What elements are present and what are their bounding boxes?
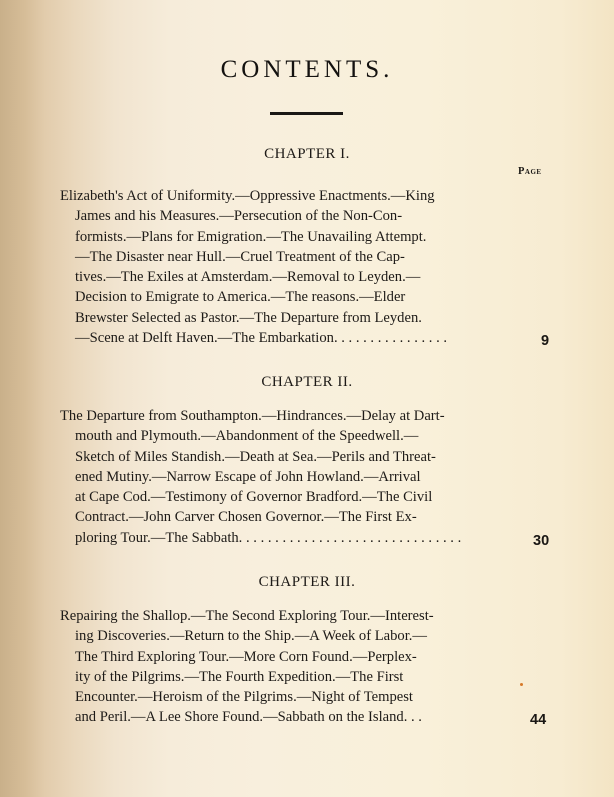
paper-stain <box>520 683 523 686</box>
page-number-chapter-1: 9 <box>541 333 550 349</box>
chapter-3-summary <box>60 606 522 728</box>
chapter-heading-1: CHAPTER I. <box>264 146 350 162</box>
page-column-label: Page <box>518 166 542 177</box>
summary-line: ened Mutiny.—Narrow Escape of John Howland.—Arrival <box>75 468 421 485</box>
page-title: CONTENTS. <box>220 56 394 83</box>
summary-line: The Departure from Southampton.—Hindrances.—Delay at Dart- <box>60 408 445 424</box>
summary-line: ity of the Pilgrims.—The Fourth Expedition.—The First <box>75 668 404 685</box>
summary-line: James and his Measures.—Persecution of the Non-Con- <box>75 208 403 225</box>
summary-line: The Third Exploring Tour.—More Corn Found.—Perplex- <box>75 648 417 665</box>
summary-line: Encounter.—Heroism of the Pilgrims.—Night of Tempest <box>75 689 413 706</box>
summary-line: and Peril.—A Lee Shore Found.—Sabbath on the Island. . . <box>75 709 422 726</box>
page-number-chapter-3: 44 <box>530 712 547 728</box>
summary-line: Sketch of Miles Standish.—Death at Sea.—Perils and Threat- <box>75 448 436 465</box>
summary-line: mouth and Plymouth.—Abandonment of the Speedwell.— <box>75 428 419 445</box>
summary-line: Brewster Selected as Pastor.—The Departure from Leyden. <box>75 309 422 326</box>
chapter-1-summary <box>60 186 522 348</box>
summary-line: ploring Tour.—The Sabbath. . . . . . . . . . . . . . . . . . . . . . . . . . . . . . . <box>75 529 462 546</box>
summary-line: tives.—The Exiles at Amsterdam.—Removal to Leyden.— <box>75 269 421 286</box>
summary-line: at Cape Cod.—Testimony of Governor Bradford.—The Civil <box>75 489 433 506</box>
summary-line: —The Disaster near Hull.—Cruel Treatment of the Cap- <box>75 248 405 265</box>
summary-line: Elizabeth's Act of Uniformity.—Oppressive Enactments.—King <box>60 188 435 204</box>
summary-line: Contract.—John Carver Chosen Governor.—The First Ex- <box>75 509 417 526</box>
chapter-heading-2: CHAPTER II. <box>261 374 353 390</box>
show-through-text <box>330 18 335 38</box>
summary-line: ing Discoveries.—Return to the Ship.—A Week of Labor.— <box>75 628 427 645</box>
title-divider <box>270 112 343 115</box>
chapter-2-summary <box>60 406 522 548</box>
page-number-chapter-2: 30 <box>533 533 550 549</box>
chapter-heading-3: CHAPTER III. <box>258 574 356 590</box>
summary-line: Decision to Emigrate to America.—The reasons.—Elder <box>75 289 406 306</box>
summary-line: —Scene at Delft Haven.—The Embarkation. . . . . . . . . . . . . . . . <box>75 330 448 347</box>
summary-line: Repairing the Shallop.—The Second Exploring Tour.—Interest- <box>60 608 434 624</box>
summary-line: formists.—Plans for Emigration.—The Unavailing Attempt. <box>75 228 427 245</box>
